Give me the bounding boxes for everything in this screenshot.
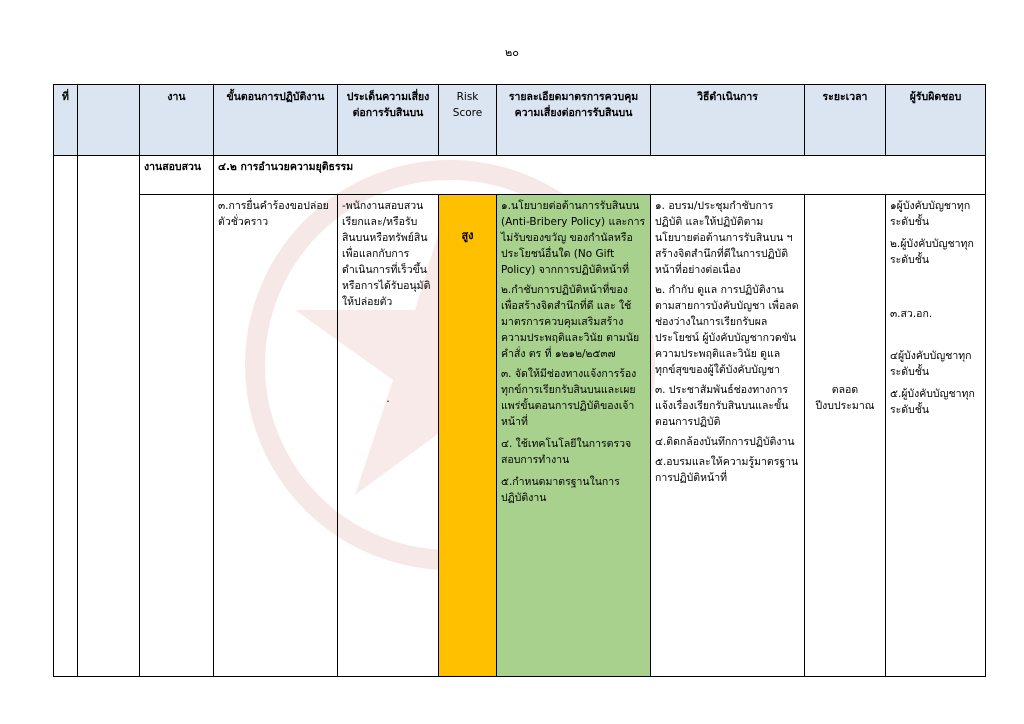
measure-item: ๕.กำหนดมาตรฐานในการปฏิบัติงาน xyxy=(501,476,620,504)
cell-risk-score xyxy=(439,195,497,677)
method-item: ๓. ประชาสัมพันธ์ช่องทางการแจ้งเรื่องเรียกรับสินบนและขั้นตอนการปฏิบัติ xyxy=(655,384,789,428)
header-risk-score: Risk Score xyxy=(439,85,497,156)
header-blank xyxy=(78,85,140,156)
responsible-item: ๑ผู้บังคับบัญชาทุกระดับชั้น xyxy=(890,200,971,228)
section-work-label: งานสอบสวน xyxy=(140,156,214,195)
header-method: วิธีดำเนินการ xyxy=(651,85,805,156)
cell-blank xyxy=(78,156,140,677)
table-row xyxy=(54,195,986,677)
header-work: งาน xyxy=(140,85,214,156)
section-title: ๔.๒ การอำนวยความยุติธรรม xyxy=(214,156,986,195)
header-steps: ขั้นตอนการปฏิบัติงาน xyxy=(214,85,338,156)
period-text: ตลอดปีงบประมาณ xyxy=(815,384,875,412)
responsible-item: ๒.ผู้บังคับบัญชาทุกระดับชั้น xyxy=(890,238,974,266)
measure-item: ๒.กำชับการปฏิบัติหน้าที่ของ เพื่อสร้างจิตสำนึกที่ดี และ ใช้มาตรการควบคุมเสริมสร้างความประพฤติและวินัย ตามนัยคำสั่ง ตร ที่ ๑๒๑๒/๒๕๓๗ xyxy=(501,284,640,360)
method-item: ๕.อบรมและให้ความรู้มาตรฐานการปฏิบัติหน้าที่ xyxy=(655,456,799,484)
cell-responsible xyxy=(886,195,986,677)
risk-table xyxy=(53,84,986,677)
responsible-item: ๕.ผู้บังคับบัญชาทุกระดับชั้น xyxy=(890,388,975,416)
page-number: ๒๐ xyxy=(505,46,519,59)
method-item: ๔.ติดกล้องบันทึกการปฏิบัติงาน xyxy=(655,436,795,448)
responsible-item: ๔ผู้บังคับบัญชาทุกระดับชั้น xyxy=(890,350,972,378)
cell-issue xyxy=(338,195,439,677)
measure-item: ๓. จัดให้มีช่องทางแจ้งการร้องทุกข์การเรียกรับสินบนและเผยแพร่ขั้นตอนการปฏิบัติของเจ้าหน้าที่ xyxy=(501,368,637,428)
risk-level-badge: สูง xyxy=(461,229,474,242)
header-no: ที่ xyxy=(54,85,78,156)
section-row xyxy=(54,156,986,195)
header-period: ระยะเวลา xyxy=(805,85,886,156)
issue-text: -พนักงานสอบสวนเรียกและ/หรือรับสินบนหรือทรัพย์สินเพื่อแลกกับการดำเนินการที่เร็วขึ้น หรือการได้รับอนุมัติให้ปล่อยตัว xyxy=(342,200,431,308)
header-row xyxy=(54,85,986,156)
header-issue: ประเด็นความเสี่ยงต่อการรับสินบน xyxy=(338,85,439,156)
method-item: ๑. อบรม/ประชุมกำชับการปฏิบัติ และให้ปฏิบัติตามนโยบายต่อต้านการรับสินบน ฯ สร้างจิตสำนึกที่ดีในการปฏิบัติหน้าที่อย่างต่อเนื่อง xyxy=(655,200,793,276)
measure-item: ๔. ใช้เทคโนโลยีในการตรวจสอบการทำงาน xyxy=(501,438,632,466)
responsible-item: ๓.สว.อก. xyxy=(890,308,933,320)
cell-period xyxy=(805,195,886,677)
header-responsible: ผู้รับผิดชอบ xyxy=(886,85,986,156)
cell-method xyxy=(651,195,805,677)
measure-item: ๑.นโยบายต่อต้านการรับสินบน (Anti-Bribery Policy) และการไม่รับของขวัญ ของกำนัลหรือประโยชน์อื่นใด (No Gift Policy) จากการปฏิบัติหน้าที่ xyxy=(501,200,646,276)
cell-work-empty xyxy=(140,195,214,677)
header-measures: รายละเอียดมาตรการควบคุมความเสี่ยงต่อการรับสินบน xyxy=(497,85,651,156)
cell-no xyxy=(54,156,78,677)
method-item: ๒. กำกับ ดูแล การปฏิบัติงานตามสายการบังคับบัญชา เพื่อลดช่องว่างในการเรียกรับผลประโยชน์ ผู้บังคับบัญชากวดขันความประพฤติและวินัย ดูแลทุกข์สุขของผู้ใต้บังคับบัญชา xyxy=(655,284,799,376)
issue-dot: · xyxy=(386,396,390,408)
cell-step: ๓.การยื่นคำร้องขอปล่อยตัวชั่วคราว xyxy=(214,195,338,677)
cell-measures xyxy=(497,195,651,677)
